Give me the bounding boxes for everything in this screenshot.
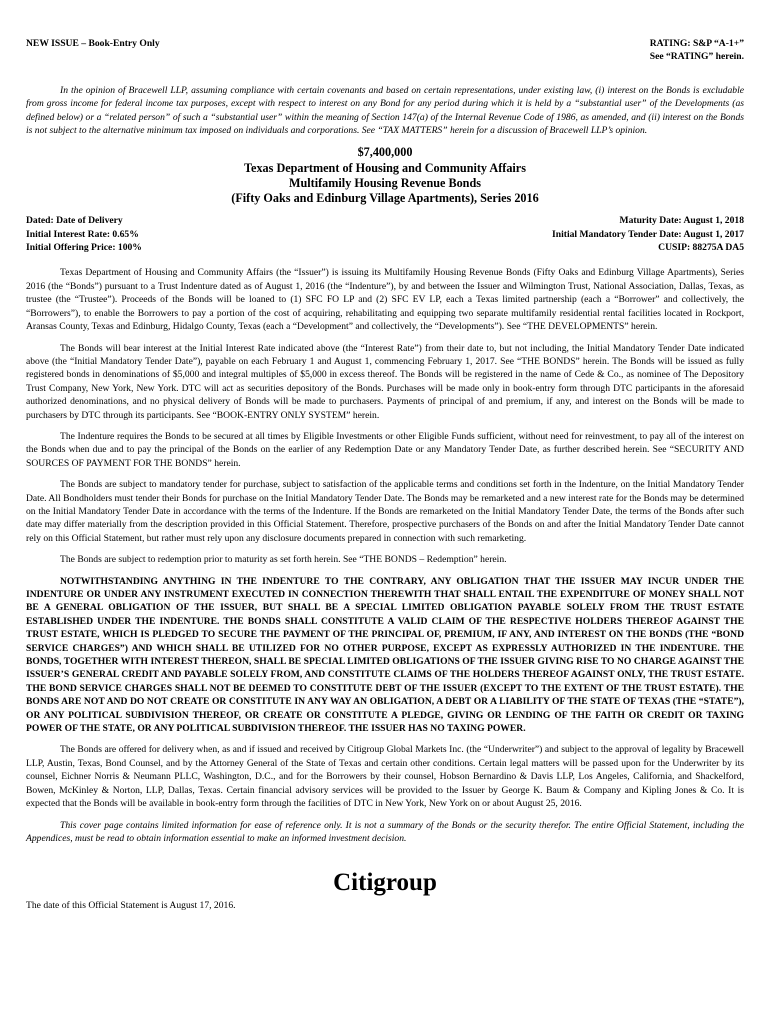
maturity-date: Maturity Date: August 1, 2018 bbox=[619, 215, 744, 227]
bond-terms-right bbox=[552, 214, 744, 254]
bond-amount: $7,400,000 bbox=[357, 145, 413, 160]
issue-type: NEW ISSUE – Book-Entry Only bbox=[26, 38, 160, 49]
bond-name: Multifamily Housing Revenue Bonds bbox=[289, 175, 481, 190]
rating-block bbox=[650, 37, 744, 64]
paragraph-issuance: Texas Department of Housing and Community Affairs (the “Issuer”) is issuing its Multifamily Housing Revenue Bonds (Fifty Oaks and Edinburg Village Apartments), Series 2016 (the “Bonds”) pursuant to a Trust Indenture dated as of August 1, 2016 (the “Indenture”), by and between the Issuer and Wilmington Trust, National Association, Dallas, Texas, as trustee (the “Trustee”). Proceeds of the Bonds will be loaned to (1) SFC FO LP and (2) SFC EV LP, each a Texas limited partnership (each a “Borrower” and collectively, the “Borrowers”), to enable the Borrowers to pay a portion of the cost of acquiring, rehabilitating and equipping two separate multifamily residential rental facilities located in Rockport, Aransas County, Texas and Edinburg, Hidalgo County, Texas (each a “Development” and collectively, the “Developments”). See “THE DEVELOPMENTS” herein. bbox=[26, 267, 744, 333]
rating-reference: See “RATING” herein. bbox=[649, 51, 744, 63]
statement-date: The date of this Official Statement is August 17, 2016. bbox=[26, 900, 236, 912]
cusip: CUSIP: 88275A DA5 bbox=[658, 242, 744, 254]
paragraph-mandatory-tender: The Bonds are subject to mandatory tender for purchase, subject to satisfaction of the applicable terms and conditions set forth in the Indenture, on the Initial Mandatory Tender Date. All Bondholders must tender their Bonds for purchase on the Initial Mandatory Tender Date. The Bonds may be remarketed and a new interest rate for the Bonds may be determined on the Initial Mandatory Tender Date in accordance with the terms of the Indenture. If the Bonds are remarketed on the Initial Mandatory Tender Date, the terms of the Bonds after such date may differ materially from the description provided in this Official Statement. Therefore, prospective purchasers of the Bonds on and after the Initial Mandatory Tender Date cannot rely on this Official Statement, but rather must rely upon any disclosure documents prepared in connection with such remarketing. bbox=[26, 479, 744, 544]
paragraph-security: The Indenture requires the Bonds to be secured at all times by Eligible Investments or other Eligible Funds sufficient, without need for reinvestment, to pay all of the interest on the Bonds when due and to pay the principal of the Bonds on the earlier of any Redemption Date or any Mandatory Tender Date, as further described herein. See “SECURITY AND SOURCES OF PAYMENT FOR THE BONDS” herein. bbox=[26, 430, 744, 469]
paragraph-offering: The Bonds are offered for delivery when, as and if issued and received by Citigroup Global Markets Inc. (the “Underwriter”) and subject to the approval of legality by Bracewell LLP, Austin, Texas, Bond Counsel, and by the Attorney General of the State of Texas and certain other conditions. Certain legal matters will be passed upon for the Underwriter by its counsel, Eichner Norris & Neumann PLLC, Washington, D.C., and for the Borrowers by their counsel, Hobson Bernardino & Davis LLP, Los Angeles, California, and Shackelford, Bowen, McKinley & Norton, LLP, Dallas, Texas. Certain financial advisory services will be provided to the Issuer by George K. Baum & Company and Kipling Jones & Co. It is expected that the Bonds will be available in book-entry form through the facilities of DTC in New York, New York on or about August 25, 2016. bbox=[26, 744, 744, 810]
header bbox=[26, 37, 744, 64]
bond-terms-left bbox=[26, 214, 142, 254]
notwithstanding-disclaimer: NOTWITHSTANDING ANYTHING IN THE INDENTURE TO THE CONTRARY, ANY OBLIGATION THAT THE ISSUER MAY INCUR UNDER THE INDENTURE OR UNDER ANY INSTRUMENT EXECUTED IN CONNECTION THEREWITH THAT SHALL ENTAIL THE EXPENDITURE OF MONEY SHALL NOT BE A GENERAL OBLIGATION OF THE ISSUER, BUT SHALL BE A SPECIAL LIMITED OBLIGATION PAYABLE SOLELY FROM THE TRUST ESTATE ESTABLISHED UNDER THE INDENTURE. THE BONDS SHALL CONSTITUTE A VALID CLAIM OF THE RESPECTIVE HOLDERS THEREOF AGAINST THE TRUST ESTATE, WHICH IS PLEDGED TO SECURE THE PAYMENT OF THE PRINCIPAL OF, PREMIUM, IF ANY, AND INTEREST ON THE BONDS (THE “BOND SERVICE CHARGES”) AND WHICH SHALL BE UTILIZED FOR NO OTHER PURPOSE, EXCEPT AS EXPRESSLY AUTHORIZED IN THE INDENTURE. THE BONDS, TOGETHER WITH INTEREST THEREON, SHALL BE SPECIAL LIMITED OBLIGATIONS OF THE ISSUER GIVING RISE TO NO CHARGE AGAINST THE ISSUER’S GENERAL CREDIT AND PAYABLE SOLELY FROM, AND CONSTITUTE CLAIMS OF THE HOLDERS THEREOF AGAINST ONLY, THE TRUST ESTATE. THE BOND SERVICE CHARGES SHALL NOT BE DEEMED TO CONSTITUTE DEBT OF THE ISSUER (EXCEPT TO THE EXTENT OF THE TRUST ESTATE). THE BONDS ARE NOT AND DO NOT CREATE OR CONSTITUTE IN ANY WAY AN OBLIGATION, A DEBT OR A LIABILITY OF THE STATE OF TEXAS (THE “STATE”), OR ANY POLITICAL SUBDIVISION THEREOF, OR CREATE OR CONSTITUTE A PLEDGE, GIVING OR LENDING OF THE FAITH OR CREDIT OR TAXING POWER OF THE STATE, OR ANY POLITICAL SUBDIVISION THEREOF. THE ISSUER HAS NO TAXING POWER. bbox=[26, 575, 744, 735]
paragraph-redemption: The Bonds are subject to redemption prior to maturity as set forth herein. See “THE BONDS – Redemption” herein. bbox=[60, 554, 507, 566]
rating: RATING: S&P “A-1+” bbox=[649, 38, 744, 49]
dated-date: Dated: Date of Delivery bbox=[26, 215, 123, 227]
cover-page-note: This cover page contains limited information for ease of reference only. It is not a summary of the Bonds or the security therefor. The entire Official Statement, including the Appendices, must be read to obtain information essential to make an informed investment decision. bbox=[26, 819, 744, 844]
footer bbox=[26, 869, 744, 919]
bond-title bbox=[26, 145, 744, 206]
paragraph-interest: The Bonds will bear interest at the Initial Interest Rate indicated above (the “Interest Rate”) from their date to, but not including, the Initial Mandatory Tender Date indicated above (the “Initial Mandatory Tender Date”), payable on each February 1 and August 1, commencing February 1, 2017. See “THE BONDS” herein. The Bonds will be issued as fully registered bonds in denominations of $5,000 and integral multiples of $5,000 in excess thereof. The Bonds will be registered in the name of Cede & Co., as nominee of The Depository Trust Company, New York, New York. DTC will act as securities depository of the Bonds. Purchases will be made only in book-entry form through DTC participants in the aforesaid authorized denominations, and no physical delivery of Bonds will be made to purchasers. Payments of principal of and premium, if any, and interest on the Bonds will be made to purchasers by DTC through its participants. See “BOOK-ENTRY ONLY SYSTEM” herein. bbox=[26, 342, 744, 421]
issuer-name: Texas Department of Housing and Community Affairs bbox=[244, 160, 526, 175]
mandatory-tender-date: Initial Mandatory Tender Date: August 1, 2017 bbox=[552, 228, 744, 240]
bond-series: (Fifty Oaks and Edinburg Village Apartments), Series 2016 bbox=[231, 191, 539, 206]
initial-offering-price: Initial Offering Price: 100% bbox=[26, 242, 142, 254]
initial-interest-rate: Initial Interest Rate: 0.65% bbox=[26, 228, 139, 240]
bond-terms bbox=[26, 214, 744, 254]
tax-opinion: In the opinion of Bracewell LLP, assuming compliance with certain covenants and based on certain representations, under existing law, (i) interest on the Bonds is excludable from gross income for federal income tax purposes, except with respect to interest on any Bond for any period during which it is held by a “substantial user” of the Developments (as defined below) or a “related person” of such a “substantial user” within the meaning of Section 147(a) of the Internal Revenue Code of 1986, as amended, and (ii) interest on the Bonds is not subject to the alternative minimum tax imposed on individuals and corporations. See “TAX MATTERS” herein for a discussion of Bracewell LLP’s opinion. bbox=[26, 84, 744, 137]
underwriter-logo: Citigroup bbox=[333, 869, 437, 897]
